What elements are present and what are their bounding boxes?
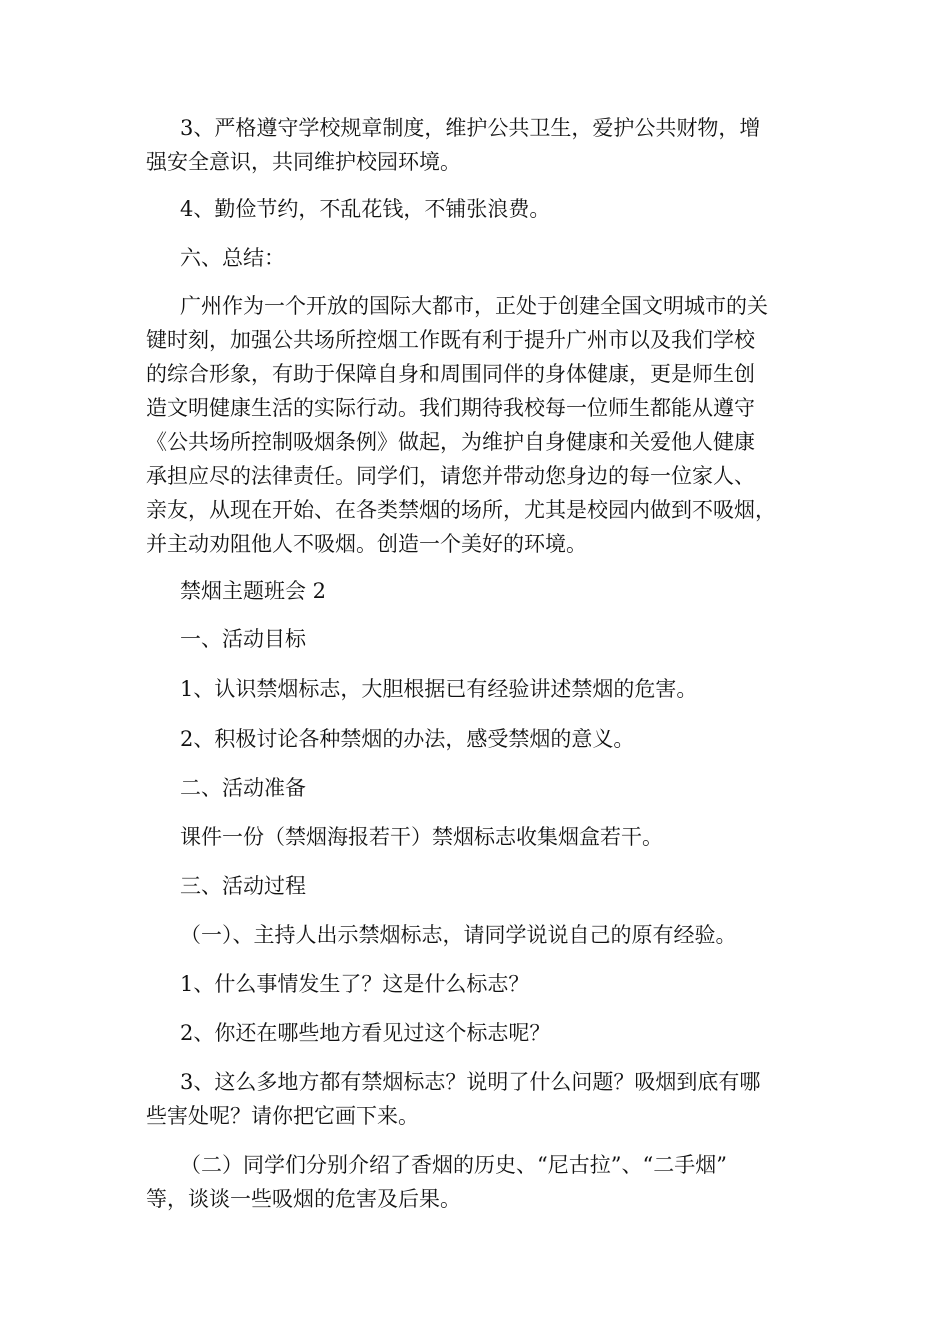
paragraph-rule-4	[146, 192, 836, 226]
text-line: 造文明健康生活的实际行动。我们期待我校每一位师生都能从遵守	[146, 396, 755, 420]
text-line: 课件一份（禁烟海报若干）禁烟标志收集烟盒若干。	[180, 825, 663, 849]
section-heading-preparation	[146, 771, 836, 805]
goal-item-1	[146, 672, 836, 706]
text-line: 一、活动目标	[180, 627, 306, 651]
question-1	[146, 967, 836, 1001]
section-heading-process	[146, 869, 836, 903]
question-2	[146, 1016, 836, 1050]
paragraph-summary	[146, 289, 836, 561]
text-line: 强安全意识，共同维护校园环境。	[146, 150, 461, 174]
text-line: 3、严格遵守学校规章制度，维护公共卫生，爱护公共财物，增	[180, 116, 761, 140]
text-line: 2、积极讨论各种禁烟的办法，感受禁烟的意义。	[180, 727, 635, 751]
text-line: 1、什么事情发生了？这是什么标志？	[180, 972, 530, 996]
process-step-2	[146, 1148, 836, 1216]
text-line: 广州作为一个开放的国际大都市，正处于创建全国文明城市的关	[180, 294, 768, 318]
text-line: 二、活动准备	[180, 776, 306, 800]
section-heading-summary	[146, 241, 836, 275]
text-line: 2、你还在哪些地方看见过这个标志呢？	[180, 1021, 551, 1045]
text-line: 些害处呢？请你把它画下来。	[146, 1104, 419, 1128]
text-line: 键时刻，加强公共场所控烟工作既有利于提升广州市以及我们学校	[146, 328, 755, 352]
text-line: 1、认识禁烟标志，大胆根据已有经验讲述禁烟的危害。	[180, 677, 698, 701]
goal-item-2	[146, 722, 836, 756]
paragraph-rule-3	[146, 111, 836, 179]
process-step-1	[146, 918, 836, 952]
text-line: 4、勤俭节约，不乱花钱，不铺张浪费。	[180, 197, 551, 221]
text-line: 等，谈谈一些吸烟的危害及后果。	[146, 1187, 461, 1211]
text-line: 亲友，从现在开始、在各类禁烟的场所，尤其是校园内做到不吸烟，	[146, 498, 776, 522]
text-line: 并主动劝阻他人不吸烟。创造一个美好的环境。	[146, 532, 587, 556]
text-line: （二）同学们分别介绍了香烟的历史、“尼古拉”、“二手烟”	[180, 1153, 727, 1177]
text-line: 禁烟主题班会 2	[180, 579, 327, 603]
section-heading-goals	[146, 622, 836, 656]
text-line: 《公共场所控制吸烟条例》做起，为维护自身健康和关爱他人健康	[146, 430, 755, 454]
preparation-text	[146, 820, 836, 854]
text-line: 3、这么多地方都有禁烟标志？说明了什么问题？吸烟到底有哪	[180, 1070, 761, 1094]
text-line: 六、总结：	[180, 246, 285, 270]
heading-class-meeting-2	[146, 574, 836, 608]
text-line: 的综合形象，有助于保障自身和周围同伴的身体健康，更是师生创	[146, 362, 755, 386]
text-line: 承担应尽的法律责任。同学们，请您并带动您身边的每一位家人、	[146, 464, 755, 488]
text-line: 三、活动过程	[180, 874, 306, 898]
text-line: （一）、主持人出示禁烟标志，请同学说说自己的原有经验。	[180, 923, 737, 947]
question-3	[146, 1065, 836, 1133]
